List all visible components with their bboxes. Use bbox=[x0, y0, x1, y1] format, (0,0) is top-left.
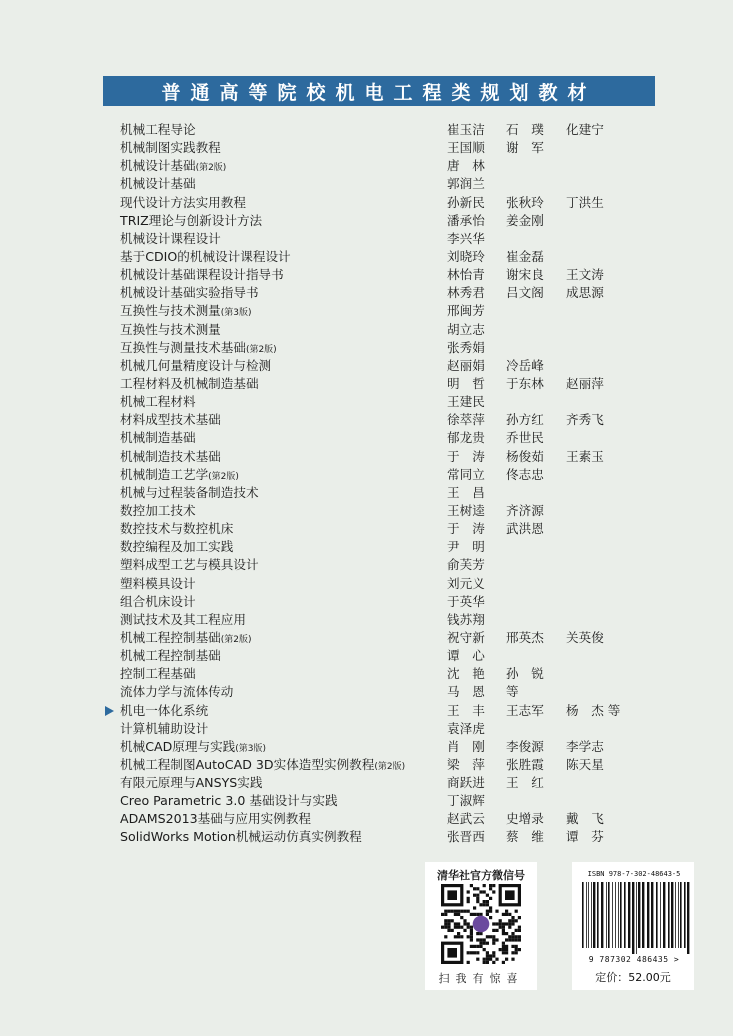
book-author: 李学志 bbox=[566, 738, 604, 754]
book-row bbox=[0, 248, 733, 266]
book-title bbox=[120, 810, 311, 828]
current-book-marker-icon bbox=[105, 706, 114, 716]
book-row bbox=[0, 321, 733, 339]
book-author: 王 昌 bbox=[447, 484, 485, 500]
book-author: 史增录 bbox=[506, 811, 544, 827]
book-row bbox=[0, 284, 733, 302]
book-title-text: 现代设计方法实用教程 bbox=[120, 194, 246, 210]
book-author: 王国顺 bbox=[447, 140, 485, 156]
book-title-text: 机械与过程装备制造技术 bbox=[120, 484, 259, 500]
book-author: 张胜霞 bbox=[506, 756, 544, 772]
book-row bbox=[0, 738, 733, 756]
book-title-text: 有限元原理与ANSYS实践 bbox=[120, 775, 263, 791]
book-title-text: 机械工程控制基础 bbox=[120, 629, 221, 645]
book-author: 刘晓玲 bbox=[447, 248, 485, 264]
book-row bbox=[0, 302, 733, 320]
book-author: 袁泽虎 bbox=[447, 720, 485, 736]
book-author: 武洪恩 bbox=[506, 521, 544, 537]
book-author: 郁龙贵 bbox=[447, 430, 485, 446]
book-list bbox=[0, 121, 733, 847]
book-author: 郭润兰 bbox=[447, 176, 485, 192]
book-title-text: 机械工程导论 bbox=[120, 122, 196, 137]
book-author: 肖 刚 bbox=[447, 738, 485, 754]
book-title-text: 互换性与测量技术基础 bbox=[120, 339, 246, 355]
book-author: 丁洪生 bbox=[566, 194, 604, 210]
book-title bbox=[120, 502, 196, 520]
book-edition: (第2版) bbox=[374, 761, 406, 772]
book-title-text: SolidWorks Motion机械运动仿真实例教程 bbox=[120, 829, 362, 845]
book-author: 丁淑辉 bbox=[447, 793, 485, 809]
book-author: 孙新民 bbox=[447, 194, 485, 210]
book-row bbox=[0, 629, 733, 647]
book-title bbox=[120, 448, 221, 466]
book-title-text: 机械设计基础 bbox=[120, 176, 196, 192]
book-title bbox=[120, 321, 221, 339]
book-author: 乔世民 bbox=[506, 430, 544, 446]
price-label: 定价：52.00元 bbox=[595, 971, 671, 984]
book-author: 梁 萍 bbox=[447, 756, 485, 772]
book-author: 孙 锐 bbox=[506, 666, 544, 682]
book-title-text: 互换性与技术测量 bbox=[120, 303, 221, 319]
book-row bbox=[0, 556, 733, 574]
book-row bbox=[0, 575, 733, 593]
book-author: 谭 芬 bbox=[566, 829, 604, 845]
book-author: 于 涛 bbox=[447, 448, 485, 464]
book-title-text: 组合机床设计 bbox=[120, 593, 196, 609]
book-author: 于东林 bbox=[506, 375, 544, 391]
book-title bbox=[120, 230, 221, 248]
book-title-text: 数控技术与数控机床 bbox=[120, 521, 234, 537]
book-title bbox=[120, 556, 259, 574]
book-title bbox=[120, 575, 196, 593]
qr-title: 清华社官方微信号 bbox=[437, 869, 525, 882]
book-author: 冷岳峰 bbox=[506, 357, 544, 373]
book-title-text: 基于CDIO的机械设计课程设计 bbox=[120, 248, 291, 264]
book-author: 王建民 bbox=[447, 394, 485, 410]
book-author: 化建宁 bbox=[566, 122, 604, 137]
book-author: 王 丰 bbox=[447, 702, 485, 718]
book-row bbox=[0, 611, 733, 629]
book-title-text: 机械制造基础 bbox=[120, 430, 196, 446]
book-title bbox=[120, 756, 405, 776]
book-author: 陈天星 bbox=[566, 756, 604, 772]
book-title-text: 机械几何量精度设计与检测 bbox=[120, 357, 272, 373]
book-author: 明 哲 bbox=[447, 375, 485, 391]
book-title bbox=[120, 339, 277, 359]
book-title bbox=[120, 157, 226, 177]
book-row bbox=[0, 230, 733, 248]
book-author: 钱苏翔 bbox=[447, 611, 485, 627]
book-title-text: 机械设计基础课程设计指导书 bbox=[120, 267, 284, 283]
book-author: 蔡 维 bbox=[506, 829, 544, 845]
book-row bbox=[0, 683, 733, 701]
book-author: 谭 心 bbox=[447, 648, 485, 664]
book-row bbox=[0, 393, 733, 411]
book-title bbox=[120, 611, 246, 629]
book-title bbox=[120, 302, 252, 322]
book-title bbox=[120, 665, 196, 683]
book-title bbox=[120, 357, 271, 375]
book-row bbox=[0, 647, 733, 665]
book-author: 崔金磊 bbox=[506, 248, 544, 264]
book-row bbox=[0, 774, 733, 792]
book-author: 关英俊 bbox=[566, 629, 604, 645]
book-title bbox=[120, 792, 338, 810]
book-author: 谢 军 bbox=[506, 140, 544, 156]
book-row bbox=[0, 593, 733, 611]
isbn-barcode-card bbox=[572, 862, 694, 990]
book-title bbox=[120, 720, 208, 738]
book-author: 王志军 bbox=[506, 702, 544, 718]
book-author: 张晋西 bbox=[447, 829, 485, 845]
book-author: 杨俊茹 bbox=[506, 448, 544, 464]
book-row bbox=[0, 212, 733, 230]
series-banner bbox=[103, 76, 655, 106]
isbn-text: ISBN 978-7-302-48643-5 bbox=[587, 870, 681, 878]
book-title bbox=[120, 647, 221, 665]
book-author: 潘承怡 bbox=[447, 212, 485, 228]
book-row bbox=[0, 810, 733, 828]
book-author: 李兴华 bbox=[447, 230, 485, 246]
book-title-text: 互换性与技术测量 bbox=[120, 321, 221, 337]
book-row bbox=[0, 121, 733, 139]
book-edition: (第2版) bbox=[195, 163, 227, 174]
book-row bbox=[0, 139, 733, 157]
book-author: 王树逵 bbox=[447, 502, 485, 518]
book-title bbox=[120, 248, 291, 266]
book-author: 赵丽娟 bbox=[447, 357, 485, 373]
book-edition: (第2版) bbox=[220, 634, 252, 645]
book-title-text: 机械设计基础 bbox=[120, 158, 196, 174]
book-row bbox=[0, 375, 733, 393]
book-author: 佟志忠 bbox=[506, 466, 544, 482]
book-author: 张秀娟 bbox=[447, 339, 485, 355]
book-title-text: 数控编程及加工实践 bbox=[120, 539, 234, 555]
book-title bbox=[120, 393, 196, 411]
book-author: 林秀君 bbox=[447, 285, 485, 301]
book-title bbox=[120, 702, 208, 720]
book-row bbox=[0, 448, 733, 466]
book-author: 胡立志 bbox=[447, 321, 485, 337]
book-row bbox=[0, 175, 733, 193]
book-title bbox=[120, 774, 262, 792]
book-author: 沈 艳 bbox=[447, 666, 485, 682]
book-title-text: 机械设计课程设计 bbox=[120, 230, 221, 246]
book-row bbox=[0, 828, 733, 846]
book-row bbox=[0, 520, 733, 538]
book-row bbox=[0, 702, 733, 720]
book-title bbox=[120, 284, 259, 302]
book-title bbox=[120, 139, 221, 157]
book-title-text: ADAMS2013基础与应用实例教程 bbox=[120, 811, 311, 827]
book-title bbox=[120, 375, 259, 393]
book-author: 于 涛 bbox=[447, 521, 485, 537]
book-title bbox=[120, 484, 259, 502]
book-title-text: 工程材料及机械制造基础 bbox=[120, 375, 259, 391]
book-title-text: 机械工程控制基础 bbox=[120, 648, 221, 664]
book-title bbox=[120, 593, 196, 611]
book-title bbox=[120, 683, 233, 701]
series-title: 普通高等院校机电工程类规划教材 bbox=[161, 81, 597, 104]
book-row bbox=[0, 194, 733, 212]
book-title-text: 计算机辅助设计 bbox=[120, 720, 209, 736]
book-row bbox=[0, 538, 733, 556]
book-title-text: 机械制造工艺学 bbox=[120, 466, 209, 482]
book-row bbox=[0, 157, 733, 175]
book-author: 祝守新 bbox=[447, 629, 485, 645]
book-edition: (第3版) bbox=[235, 743, 267, 754]
book-author: 林怡青 bbox=[447, 267, 485, 283]
wechat-qr-card bbox=[425, 862, 537, 990]
book-title-text: TRIZ理论与创新设计方法 bbox=[120, 212, 263, 228]
book-title bbox=[120, 538, 233, 556]
book-row bbox=[0, 466, 733, 484]
book-author: 尹 明 bbox=[447, 539, 485, 555]
book-author: 王文涛 bbox=[566, 267, 604, 283]
isbn-digits: 9 787302 486435 > bbox=[588, 955, 680, 964]
book-title-text: 控制工程基础 bbox=[120, 666, 196, 682]
book-title-text: 塑料成型工艺与模具设计 bbox=[120, 557, 259, 573]
book-edition: (第2版) bbox=[245, 344, 277, 355]
book-row bbox=[0, 792, 733, 810]
book-author: 王 红 bbox=[506, 775, 544, 791]
book-title bbox=[120, 429, 196, 447]
book-author: 谢宋良 bbox=[506, 267, 544, 283]
book-title bbox=[120, 266, 284, 284]
book-row bbox=[0, 266, 733, 284]
book-author: 邢闽芳 bbox=[447, 303, 485, 319]
book-author: 商跃进 bbox=[447, 775, 485, 791]
book-row bbox=[0, 502, 733, 520]
book-author: 孙方红 bbox=[506, 412, 544, 428]
book-title-text: 机械制图实践教程 bbox=[120, 140, 221, 156]
book-author: 王素玉 bbox=[566, 448, 604, 464]
barcode-icon bbox=[578, 882, 690, 954]
qr-code-icon bbox=[441, 884, 521, 964]
book-title bbox=[120, 828, 362, 846]
book-author: 于英华 bbox=[447, 593, 485, 609]
book-author: 等 bbox=[506, 684, 519, 700]
book-title bbox=[120, 411, 221, 429]
book-edition: (第3版) bbox=[220, 308, 252, 319]
book-title bbox=[120, 466, 239, 486]
book-title-text: 材料成型技术基础 bbox=[120, 412, 221, 428]
book-author: 马 恩 bbox=[447, 684, 485, 700]
book-author: 成思源 bbox=[566, 285, 604, 301]
book-author: 吕文阁 bbox=[506, 285, 544, 301]
book-title-text: 机械CAD原理与实践 bbox=[120, 738, 236, 754]
book-author: 赵武云 bbox=[447, 811, 485, 827]
book-title-text: 机电一体化系统 bbox=[120, 702, 209, 718]
book-row bbox=[0, 339, 733, 357]
book-title bbox=[120, 212, 262, 230]
book-title-text: 塑料模具设计 bbox=[120, 575, 196, 591]
book-author: 赵丽萍 bbox=[566, 375, 604, 391]
book-title bbox=[120, 520, 233, 538]
book-author: 张秋玲 bbox=[506, 194, 544, 210]
book-row bbox=[0, 484, 733, 502]
book-author: 齐济源 bbox=[506, 502, 544, 518]
book-author: 姜金刚 bbox=[506, 212, 544, 228]
book-author: 邢英杰 bbox=[506, 629, 544, 645]
book-author: 唐 林 bbox=[447, 158, 485, 174]
book-title-text: 测试技术及其工程应用 bbox=[120, 611, 246, 627]
book-title-text: 流体力学与流体传动 bbox=[120, 684, 234, 700]
book-row bbox=[0, 429, 733, 447]
book-row bbox=[0, 720, 733, 738]
book-row bbox=[0, 357, 733, 375]
book-author: 常同立 bbox=[447, 466, 485, 482]
book-title bbox=[120, 194, 246, 212]
book-row bbox=[0, 411, 733, 429]
book-author: 李俊源 bbox=[506, 738, 544, 754]
book-title-text: Creo Parametric 3.0 基础设计与实践 bbox=[120, 793, 338, 809]
book-author: 崔玉洁 bbox=[447, 122, 485, 137]
book-row bbox=[0, 756, 733, 774]
book-row bbox=[0, 665, 733, 683]
book-author: 杨 杰 等 bbox=[566, 702, 621, 718]
book-title bbox=[120, 121, 196, 139]
book-author: 刘元义 bbox=[447, 575, 485, 591]
qr-caption: 扫我有惊喜 bbox=[438, 972, 524, 985]
book-title-text: 机械设计基础实验指导书 bbox=[120, 285, 259, 301]
book-title-text: 机械制造技术基础 bbox=[120, 448, 221, 464]
book-title bbox=[120, 175, 196, 193]
book-title-text: 数控加工技术 bbox=[120, 502, 196, 518]
book-edition: (第2版) bbox=[208, 471, 239, 482]
book-author: 石 璞 bbox=[506, 122, 544, 137]
book-title bbox=[120, 738, 266, 758]
book-title-text: 机械工程制图AutoCAD 3D实体造型实例教程 bbox=[120, 756, 375, 772]
book-author: 戴 飞 bbox=[566, 811, 604, 827]
book-author: 俞芙芳 bbox=[447, 557, 485, 573]
book-author: 徐萃萍 bbox=[447, 412, 485, 428]
book-title-text: 机械工程材料 bbox=[120, 394, 196, 410]
book-title bbox=[120, 629, 252, 649]
book-author: 齐秀飞 bbox=[566, 412, 604, 428]
